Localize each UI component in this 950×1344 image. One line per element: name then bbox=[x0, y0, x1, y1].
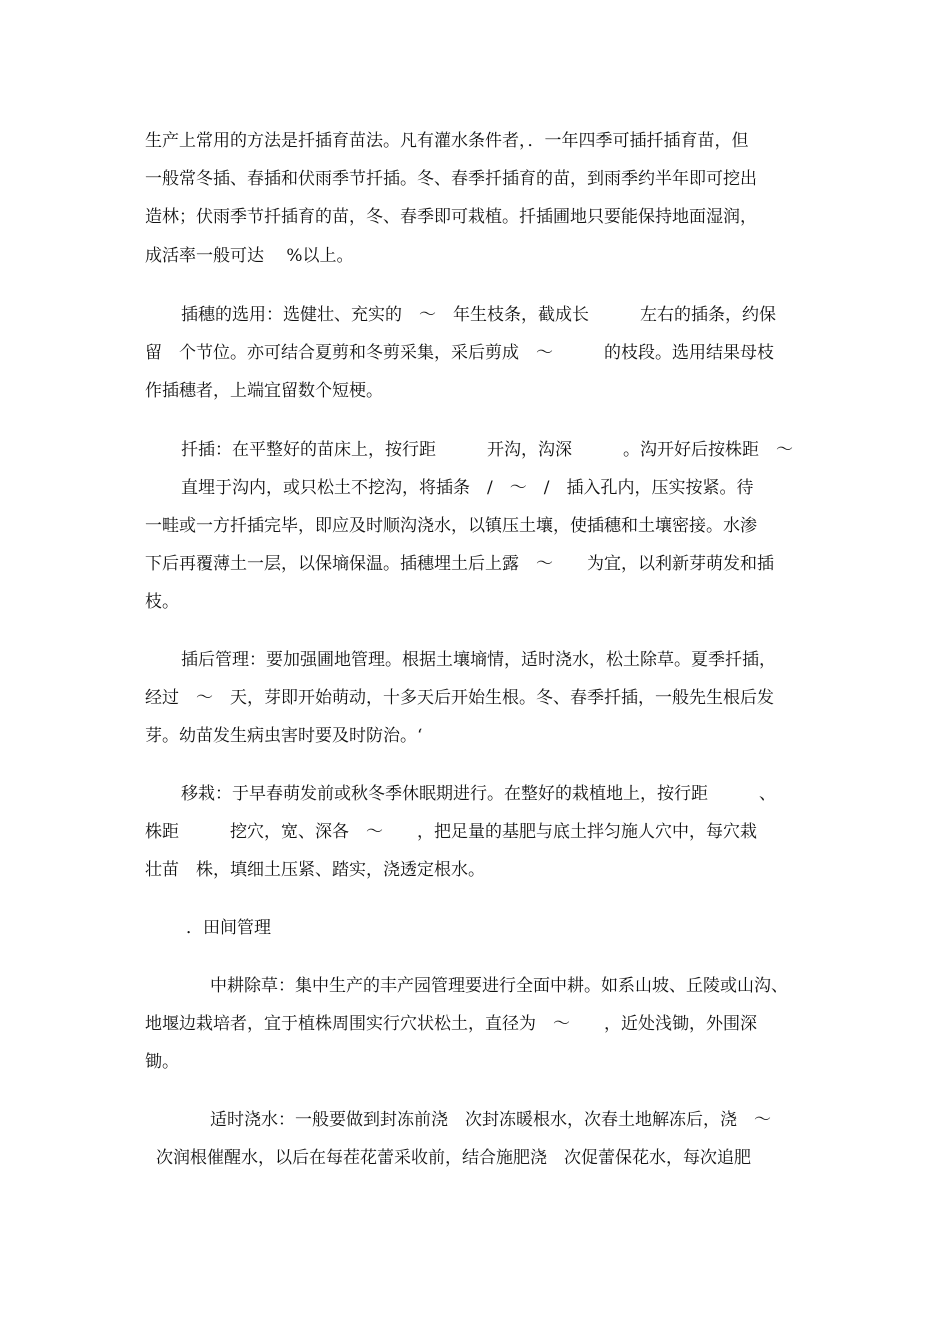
post-planting-care-line-1: 插后管理：要加强圃地管理。根据土壤墒情，适时浇水，松土除草。夏季扦插， bbox=[181, 650, 776, 670]
cutting-planting-line-2: 直埋于沟内，或只松土不挖沟，将插条 / ～ / 插入孔内，压实按紧。待 bbox=[181, 478, 754, 498]
timely-watering-line-2: 次润根催醒水，以后在每茬花蕾采收前，结合施肥浇 次促蕾保花水，每次追肥 bbox=[156, 1148, 751, 1168]
timely-watering-line-1: 适时浇水：一般要做到封冻前浇 次封冻暖根水，次春土地解冻后，浇 ～ bbox=[210, 1110, 771, 1130]
intertillage-weeding-line-3: 锄。 bbox=[145, 1052, 179, 1072]
cutting-selection-line-2: 留 个节位。亦可结合夏剪和冬剪采集，采后剪成 ～ 的枝段。选用结果母枝 bbox=[145, 343, 774, 363]
intertillage-weeding-line-2: 地堰边栽培者，宜于植株周围实行穴状松土，直径为 ～ ，近处浅锄，外围深 bbox=[145, 1014, 757, 1034]
method-intro-line-3: 造林；伏雨季节扦插育的苗，冬、春季即可栽植。扦插圃地只要能保持地面湿润， bbox=[145, 207, 757, 227]
transplanting-line-3: 壮苗 株，填细土压紧、踏实，浇透定根水。 bbox=[145, 860, 485, 880]
cutting-planting-line-4: 下后再覆薄土一层，以保墒保温。插穗埋土后上露 ～ 为宜，以利新芽萌发和插 bbox=[145, 554, 774, 574]
field-management-heading-line-1: ．田间管理 bbox=[186, 918, 271, 938]
post-planting-care-line-2: 经过 ～ 天，芽即开始萌动，十多天后开始生根。冬、春季扦插，一般先生根后发 bbox=[145, 688, 774, 708]
transplanting-line-1: 移栽：于早春萌发前或秋冬季休眠期进行。在整好的栽植地上，按行距 、 bbox=[181, 784, 776, 804]
cutting-planting-line-3: 一畦或一方扦插完毕，即应及时顺沟浇水，以镇压土壤，使插穗和土壤密接。水渗 bbox=[145, 516, 757, 536]
post-planting-care-line-3: 芽。幼苗发生病虫害时要及时防治。‘ bbox=[145, 726, 423, 746]
method-intro-line-2: 一般常冬插、春插和伏雨季节扦插。冬、春季扦插育的苗，到雨季约半年即可挖出 bbox=[145, 169, 757, 189]
method-intro-line-4: 成活率一般可达 %以上。 bbox=[145, 246, 354, 266]
cutting-selection-line-3: 作插穗者，上端宜留数个短梗。 bbox=[145, 381, 383, 401]
method-intro-line-1: 生产上常用的方法是扦插育苗法。凡有灌水条件者，．一年四季可插扦插育苗，但 bbox=[145, 131, 749, 151]
cutting-selection-line-1: 插穗的选用：选健壮、充实的 ～ 年生枝条，截成长 左右的插条，约保 bbox=[181, 305, 776, 325]
cutting-planting-line-5: 枝。 bbox=[145, 592, 179, 612]
cutting-planting-line-1: 扦插：在平整好的苗床上，按行距 开沟，沟深 。沟开好后按株距 ～ bbox=[181, 440, 793, 460]
intertillage-weeding-line-1: 中耕除草：集中生产的丰产园管理要进行全面中耕。如系山坡、丘陵或山沟、 bbox=[210, 976, 788, 996]
transplanting-line-2: 株距 挖穴，宽、深各 ～ ，把足量的基肥与底土拌匀施人穴中，每穴栽 bbox=[145, 822, 757, 842]
